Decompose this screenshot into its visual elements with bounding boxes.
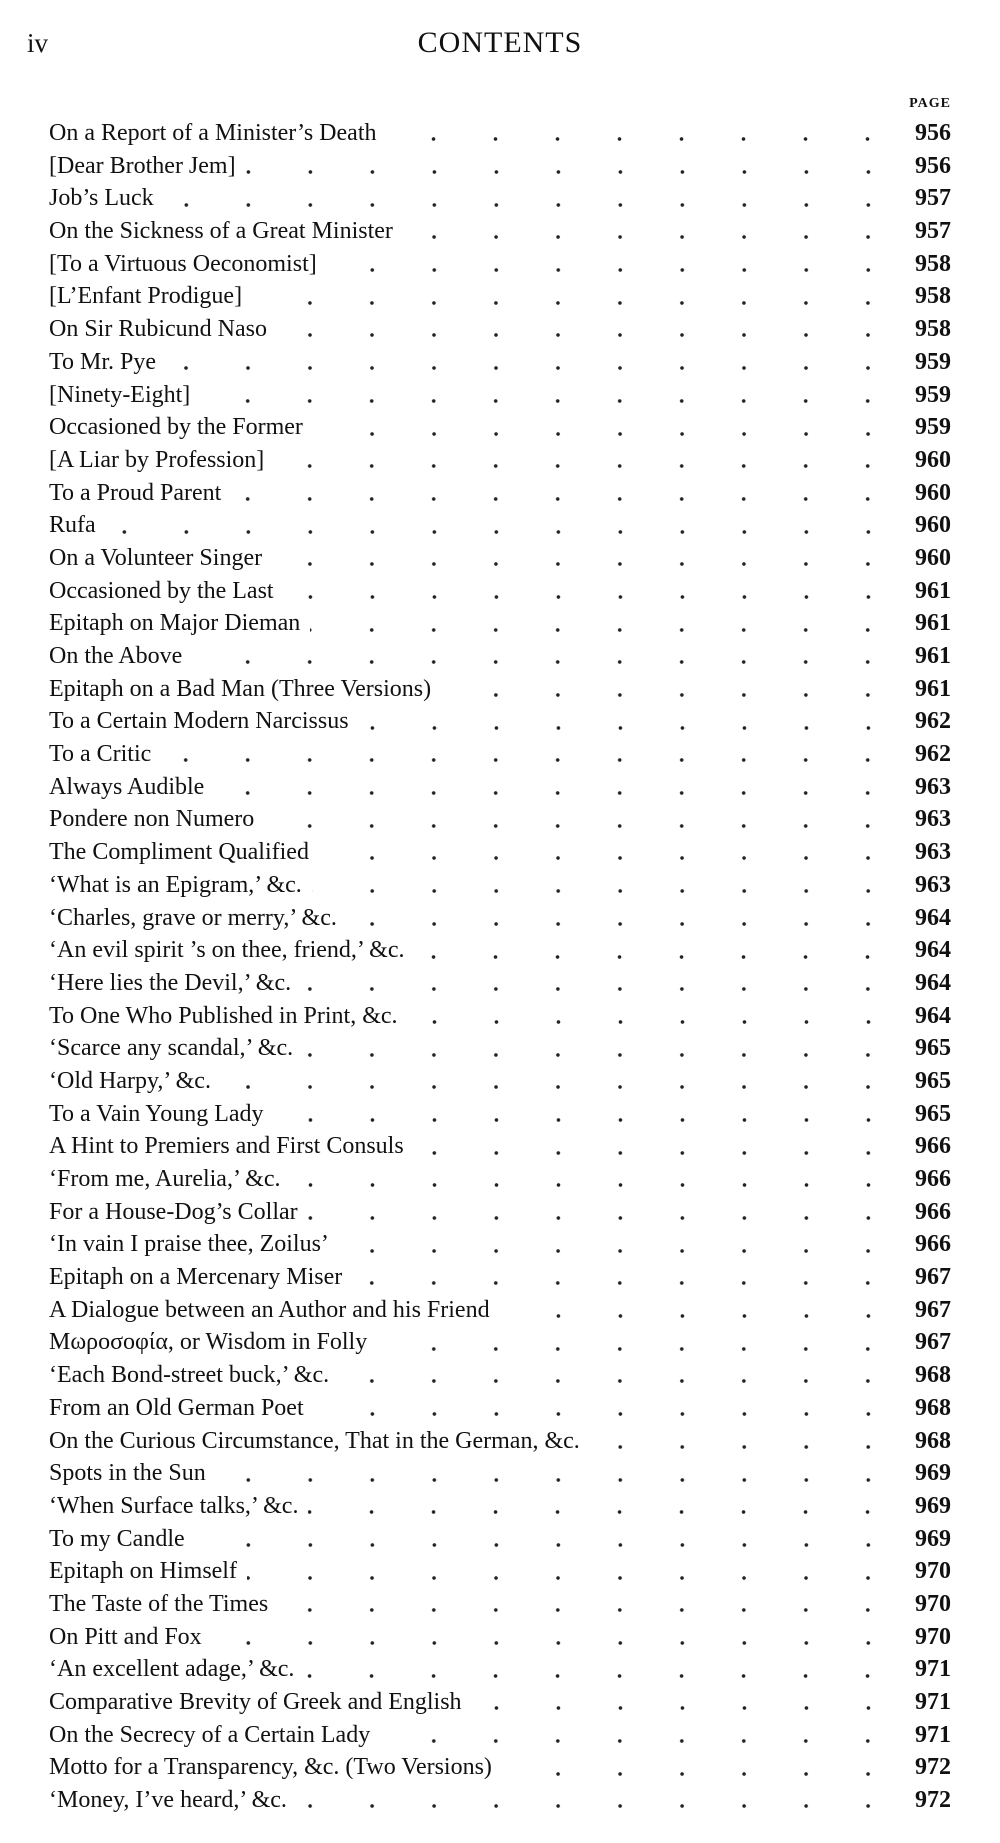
- entry-page-number: 961: [915, 610, 951, 637]
- page-header: [0, 22, 1000, 62]
- contents-entry: [49, 836, 951, 869]
- dot-leader: [441, 693, 899, 697]
- entry-page-number: 959: [915, 348, 951, 375]
- entry-page-number: 960: [915, 446, 951, 473]
- contents-entry: [49, 673, 951, 706]
- entry-page-number: 966: [915, 1198, 951, 1225]
- entry-page-number: 967: [915, 1264, 951, 1291]
- page-number: iv: [27, 28, 49, 58]
- entry-page-number: 960: [915, 512, 951, 539]
- contents-entry: [49, 1653, 951, 1686]
- dot-leader: [274, 464, 899, 468]
- entry-page-number: 967: [915, 1296, 951, 1323]
- entry-title: ‘Old Harpy,’ &c.: [49, 1067, 211, 1094]
- entry-title: Epitaph on a Bad Man (Three Versions): [49, 675, 432, 702]
- contents-entry: [49, 477, 951, 510]
- dot-leader: [161, 758, 899, 762]
- contents-entry: [49, 280, 951, 313]
- dot-leader: [352, 1281, 899, 1285]
- entry-page-number: 960: [915, 544, 951, 571]
- entry-page-number: 964: [915, 937, 951, 964]
- entry-title: Μωροσοφία, or Wisdom in Folly: [49, 1329, 368, 1356]
- dot-leader: [301, 987, 899, 991]
- contents-entry: [49, 575, 951, 608]
- contents-entry: [49, 1359, 951, 1392]
- entry-title: Comparative Brevity of Greek and English: [49, 1689, 462, 1715]
- entry-page-number: 963: [915, 871, 951, 898]
- dot-leader: [408, 1020, 899, 1024]
- contents-entry: [49, 1000, 951, 1033]
- entry-page-number: 968: [915, 1394, 951, 1421]
- entry-page-number: 964: [915, 1002, 951, 1029]
- contents-entry: [49, 1555, 951, 1588]
- entry-title: Pondere non Numero: [49, 806, 255, 833]
- dot-leader: [216, 1478, 899, 1482]
- contents-entry: [49, 182, 951, 215]
- entry-title: To a Critic: [49, 741, 152, 768]
- contents-entry: [49, 1523, 951, 1556]
- entry-title: On the Secrecy of a Certain Lady: [49, 1721, 371, 1748]
- entry-page-number: 958: [915, 250, 951, 277]
- entry-title: To Mr. Pye: [49, 348, 156, 375]
- dot-leader: [313, 432, 899, 436]
- contents-entry: [49, 803, 951, 836]
- contents-entry: [49, 1261, 951, 1294]
- contents-entry: [49, 1425, 951, 1458]
- dot-leader: [221, 1085, 899, 1089]
- dot-leader: [200, 399, 899, 403]
- dot-leader: [284, 595, 899, 599]
- dot-leader: [414, 1151, 899, 1155]
- dot-leader: [195, 1543, 899, 1547]
- contents-entry: [49, 1457, 951, 1490]
- contents-entry: [49, 771, 951, 804]
- entry-page-number: 972: [915, 1754, 951, 1781]
- entry-title: To a Vain Young Lady: [49, 1100, 264, 1127]
- entry-title: Motto for a Transparency, &c. (Two Versions): [49, 1754, 492, 1781]
- entry-title: Occasioned by the Last: [49, 577, 274, 604]
- entry-title: ‘What is an Epigram,’ &c.: [49, 871, 302, 898]
- dot-leader: [500, 1314, 899, 1318]
- entry-page-number: 958: [915, 283, 951, 310]
- contents-entry: [49, 934, 951, 967]
- entry-title: ‘In vain I praise thee, Zoilus’: [49, 1231, 329, 1258]
- entry-page-number: 964: [915, 904, 951, 931]
- dot-leader: [308, 1216, 899, 1220]
- dot-leader: [274, 1118, 899, 1122]
- entry-page-number: 965: [915, 1067, 951, 1094]
- entry-title: ‘When Surface talks,’ &c.: [49, 1492, 299, 1519]
- entry-title: [To a Virtuous Oeconomist]: [49, 250, 317, 277]
- entry-title: Rufa: [49, 512, 96, 539]
- entry-page-number: 971: [915, 1656, 951, 1683]
- contents-entry: [49, 967, 951, 1000]
- dot-leader: [327, 268, 899, 272]
- entry-page-number: 961: [915, 643, 951, 669]
- contents-entry: [49, 1032, 951, 1065]
- contents-entry: [49, 902, 951, 935]
- dot-leader: [247, 1576, 899, 1580]
- dot-leader: [231, 497, 899, 501]
- contents-list: [49, 117, 951, 1817]
- dot-leader: [339, 1249, 899, 1253]
- contents-entry: [49, 640, 951, 673]
- entry-page-number: 971: [915, 1689, 951, 1715]
- entry-title: To my Candle: [49, 1525, 185, 1552]
- entry-page-number: 962: [915, 708, 951, 735]
- dot-leader: [310, 628, 899, 632]
- dot-leader: [403, 235, 899, 239]
- dot-leader: [359, 726, 899, 730]
- contents-entry: [49, 705, 951, 738]
- contents-entry: [49, 1588, 951, 1621]
- entry-title: Spots in the Sun: [49, 1460, 206, 1487]
- dot-leader: [472, 1706, 899, 1710]
- entry-title: Occasioned by the Former: [49, 414, 303, 441]
- entry-page-number: 970: [915, 1590, 951, 1617]
- entry-page-number: 964: [915, 969, 951, 996]
- entry-title: ‘Here lies the Devil,’ &c.: [49, 969, 292, 996]
- contents-entry: [49, 411, 951, 444]
- entry-page-number: 961: [915, 675, 951, 702]
- entry-page-number: 967: [915, 1329, 951, 1356]
- entry-page-number: 970: [915, 1623, 951, 1650]
- entry-page-number: 961: [915, 577, 951, 604]
- entry-title: Epitaph on a Mercenary Miser: [49, 1264, 343, 1291]
- contents-entry: [49, 117, 951, 150]
- entry-page-number: 968: [915, 1427, 951, 1454]
- dot-leader: [386, 137, 899, 141]
- dot-leader: [291, 1183, 900, 1187]
- contents-entry: [49, 1065, 951, 1098]
- entry-page-number: 956: [915, 152, 951, 179]
- entry-title: To One Who Published in Print, &c.: [49, 1002, 398, 1029]
- dot-leader: [312, 889, 899, 893]
- entry-title: [L’Enfant Prodigue]: [49, 283, 243, 310]
- contents-entry: [49, 1719, 951, 1752]
- entry-title: For a House-Dog’s Collar: [49, 1198, 298, 1225]
- dot-leader: [414, 955, 899, 959]
- dot-leader: [212, 1641, 899, 1645]
- entry-page-number: 969: [915, 1525, 951, 1552]
- dot-leader: [380, 1739, 899, 1743]
- entry-page-number: 959: [915, 414, 951, 441]
- entry-title: ‘Charles, grave or merry,’ &c.: [49, 904, 337, 931]
- page-title: CONTENTS: [417, 26, 583, 59]
- entry-title: ‘Money, I’ve heard,’ &c.: [49, 1787, 287, 1814]
- dot-leader: [339, 1379, 899, 1383]
- contents-entry: [49, 1163, 951, 1196]
- dot-leader: [347, 922, 899, 926]
- contents-entry: [49, 1294, 951, 1327]
- entry-page-number: 963: [915, 806, 951, 833]
- entry-title: Epitaph on Himself: [49, 1558, 237, 1585]
- entry-page-number: 960: [915, 479, 951, 506]
- contents-entry: [49, 150, 951, 183]
- entry-page-number: 971: [915, 1721, 951, 1748]
- dot-leader: [166, 366, 899, 370]
- entry-title: The Taste of the Times: [49, 1590, 269, 1617]
- entry-title: On the Above: [49, 643, 183, 669]
- dot-leader: [377, 1347, 899, 1351]
- entry-page-number: 969: [915, 1460, 951, 1487]
- entry-title: On Pitt and Fox: [49, 1623, 202, 1650]
- contents-entry: [49, 869, 951, 902]
- dot-leader: [106, 530, 899, 534]
- dot-leader: [246, 170, 899, 174]
- entry-title: [A Liar by Profession]: [49, 446, 265, 473]
- contents-entry: [49, 346, 951, 379]
- contents-entry: [49, 1686, 951, 1719]
- dot-leader: [590, 1445, 899, 1449]
- dot-leader: [502, 1772, 899, 1776]
- dot-leader: [278, 1608, 899, 1612]
- entry-title: A Hint to Premiers and First Consuls: [49, 1133, 404, 1160]
- entry-page-number: 956: [915, 120, 951, 146]
- entry-title: On the Curious Circumstance, That in the German, &c.: [49, 1427, 580, 1454]
- dot-leader: [319, 856, 899, 860]
- contents-entry: [49, 248, 951, 281]
- contents-entry: [49, 542, 951, 575]
- entry-title: The Compliment Qualified: [49, 839, 309, 866]
- entry-title: On a Volunteer Singer: [49, 544, 263, 571]
- contents-entry: [49, 379, 951, 412]
- contents-entry: [49, 509, 951, 542]
- dot-leader: [252, 301, 899, 305]
- contents-entry: [49, 313, 951, 346]
- dot-leader: [303, 1053, 899, 1057]
- contents-entry: [49, 607, 951, 640]
- entry-page-number: 972: [915, 1787, 951, 1814]
- entry-page-number: 970: [915, 1558, 951, 1585]
- entry-page-number: 965: [915, 1100, 951, 1127]
- entry-title: ‘An excellent adage,’ &c.: [49, 1656, 295, 1683]
- dot-leader: [308, 1510, 899, 1514]
- entry-title: ‘Scarce any scandal,’ &c.: [49, 1035, 294, 1062]
- contents-entry: [49, 1392, 951, 1425]
- entry-title: A Dialogue between an Author and his Friend: [49, 1296, 490, 1323]
- dot-leader: [304, 1674, 899, 1678]
- contents-entry: [49, 215, 951, 248]
- dot-leader: [297, 1804, 899, 1808]
- entry-page-number: 958: [915, 316, 951, 343]
- dot-leader: [314, 1412, 899, 1416]
- contents-entry: [49, 1130, 951, 1163]
- entry-page-number: 968: [915, 1362, 951, 1389]
- entry-title: [Dear Brother Jem]: [49, 152, 236, 179]
- contents-entry: [49, 1751, 951, 1784]
- entry-page-number: 966: [915, 1166, 951, 1192]
- entry-page-number: 966: [915, 1133, 951, 1160]
- entry-page-number: 963: [915, 839, 951, 866]
- entry-title: To a Certain Modern Narcissus: [49, 708, 349, 735]
- entry-title: On Sir Rubicund Naso: [49, 316, 267, 343]
- entry-title: To a Proud Parent: [49, 479, 222, 506]
- entry-page-number: 959: [915, 381, 951, 408]
- dot-leader: [164, 203, 899, 207]
- dot-leader: [264, 824, 899, 828]
- contents-entry: [49, 1784, 951, 1817]
- entry-page-number: 966: [915, 1231, 951, 1258]
- entry-page-number: 962: [915, 741, 951, 768]
- entry-title: From an Old German Poet: [49, 1394, 304, 1421]
- entry-title: ‘From me, Aurelia,’ &c.: [49, 1166, 281, 1192]
- dot-leader: [277, 333, 899, 337]
- entry-title: On the Sickness of a Great Minister: [49, 218, 393, 245]
- contents-entry: [49, 1326, 951, 1359]
- dot-leader: [192, 660, 899, 664]
- entry-title: Always Audible: [49, 773, 205, 800]
- contents-entry: [49, 444, 951, 477]
- entry-title: ‘Each Bond-street buck,’ &c.: [49, 1362, 330, 1389]
- contents-entry: [49, 738, 951, 771]
- entry-page-number: 963: [915, 773, 951, 800]
- contents-entry: [49, 1228, 951, 1261]
- entry-title: Epitaph on Major Dieman: [49, 610, 301, 637]
- entry-page-number: 969: [915, 1492, 951, 1519]
- entry-title: On a Report of a Minister’s Death: [49, 120, 377, 146]
- contents-entry: [49, 1490, 951, 1523]
- page-column-label: PAGE: [909, 96, 951, 111]
- entry-page-number: 957: [915, 185, 951, 212]
- contents-entry: [49, 1621, 951, 1654]
- entry-title: ‘An evil spirit ’s on thee, friend,’ &c.: [49, 937, 405, 964]
- dot-leader: [214, 791, 899, 795]
- entry-title: Job’s Luck: [49, 185, 154, 212]
- entry-page-number: 957: [915, 218, 951, 245]
- dot-leader: [272, 562, 899, 566]
- entry-page-number: 965: [915, 1035, 951, 1062]
- entry-title: [Ninety-Eight]: [49, 381, 191, 408]
- contents-entry: [49, 1196, 951, 1229]
- contents-entry: [49, 1098, 951, 1131]
